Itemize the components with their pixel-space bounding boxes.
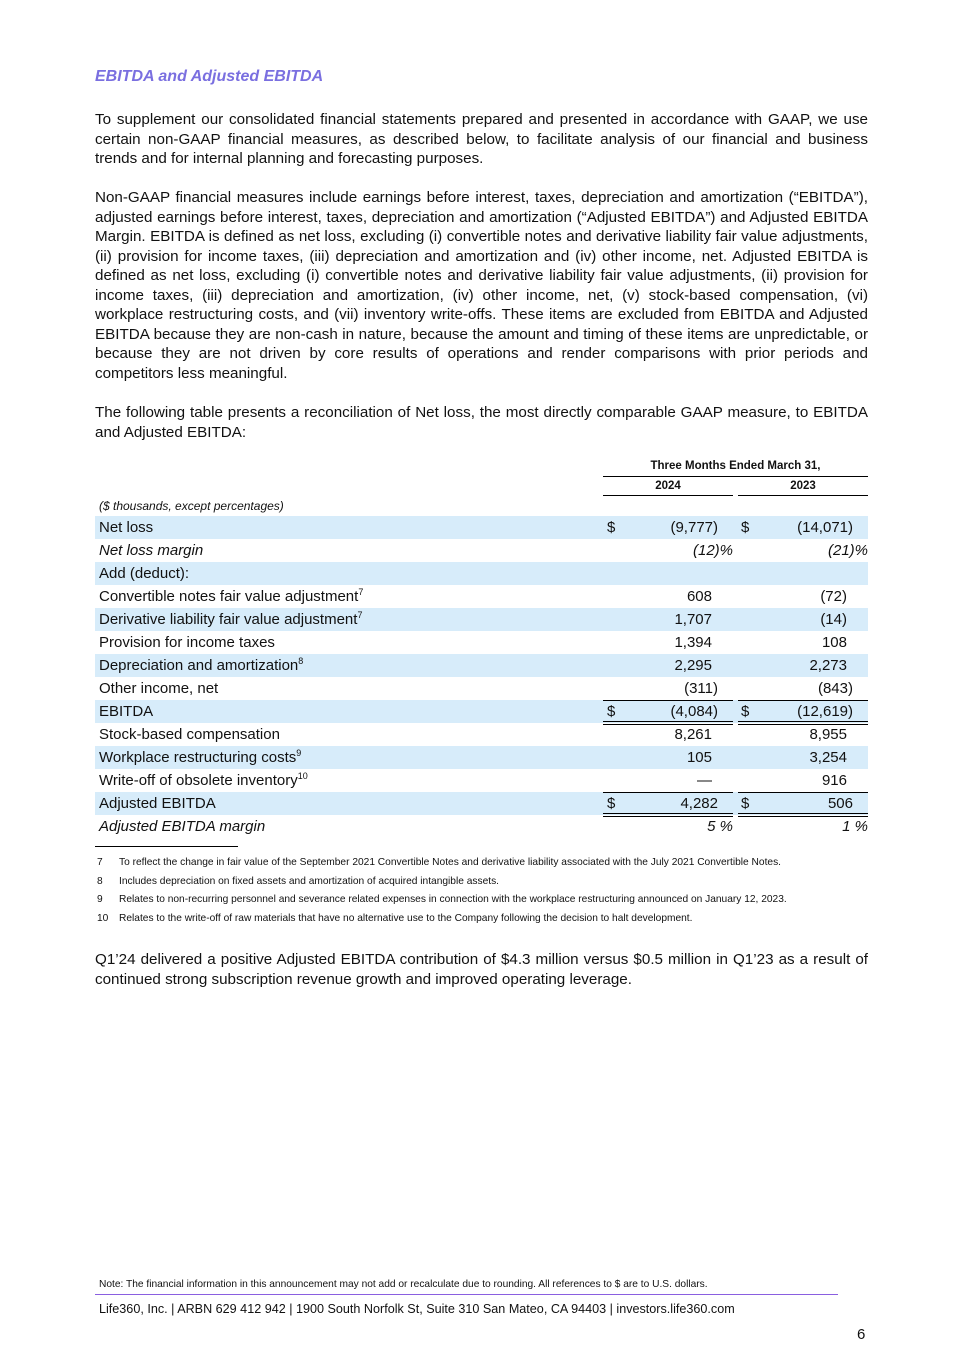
footnote	[95, 910, 875, 929]
value-2024: (12)%	[692, 542, 733, 559]
value-2023: 8,955	[809, 726, 847, 743]
footnote-number: 10	[97, 912, 109, 924]
total-double-rule	[738, 721, 868, 722]
total-double-rule	[738, 724, 868, 725]
table-row	[95, 631, 868, 654]
row-label-text: Convertible notes fair value adjustment	[99, 588, 359, 605]
row-label-text: Adjusted EBITDA margin	[99, 818, 266, 835]
row-label	[99, 608, 362, 631]
year-header-2024: 2024	[655, 480, 681, 492]
row-label	[99, 631, 275, 654]
value-2023: (14,071)	[797, 519, 853, 536]
currency-symbol: $	[741, 703, 750, 720]
definition-paragraph: Non-GAAP financial measures include earnings before interest, taxes, depreciation and amortization (“EBITDA”), adjusted earnings before interest, taxes, depreciation and amortization (“Adjusted EBITDA”) and Adjusted EBITDA Margin. EBITDA is defined as net loss, excluding (i) convertible notes and derivative liability fair value adjustments, (ii) provision for income taxes, (iii) depreciation and amortization and (iv) other income, net. Adjusted EBITDA is defined as net loss, excluding (i) convertible notes and derivative liability fair value adjustments, (ii) provision for income taxes, (iii) depreciation and amortization, (iv) other income, net, (v) stock-based compensation, (vi) workplace restructuring costs, and (vii) inventory write-offs. These items are excluded from EBITDA and Adjusted EBITDA because they are non-cash in nature, because the amount and timing of these items are unpredictable, or because they are not driven by core results of operations and render comparisons with prior periods and competitors less meaningful.	[95, 189, 868, 382]
footnote-separator	[95, 846, 238, 847]
table-row	[95, 677, 868, 700]
row-label	[99, 585, 363, 608]
footnote-number: 9	[97, 894, 103, 905]
row-label-text: Net loss margin	[99, 542, 204, 559]
footnote	[95, 873, 875, 892]
table-row	[95, 815, 868, 838]
row-label-text: Derivative liability fair value adjustment	[99, 611, 358, 628]
value-2023: (21)%	[827, 542, 868, 559]
row-label-text: EBITDA	[99, 703, 154, 720]
value-2023: (72)	[820, 588, 847, 605]
value-2023: (843)	[817, 680, 853, 697]
year-header-2023: 2023	[790, 480, 816, 492]
row-label	[99, 654, 303, 677]
value-2024: 8,261	[674, 726, 712, 743]
table-row	[95, 792, 868, 815]
value-2024: —	[697, 772, 712, 789]
total-double-rule	[738, 816, 868, 817]
value-2023: 506	[827, 795, 853, 812]
footnote-text: To reflect the change in fair value of the September 2021 Convertible Notes and derivative liability associated with the July 2021 Convertible Notes.	[119, 857, 781, 868]
footnote-ref: 7	[358, 587, 364, 597]
footnote-text: Relates to the write-off of raw materials that have no alternative use to the Company following the decision to halt development.	[119, 912, 693, 924]
intro-paragraph: To supplement our consolidated financial statements prepared and presented in accordance with GAAP, we use certain non-GAAP financial measures, as described below, to facilitate analysis of our financial and business trends and for internal planning and forecasting purposes.	[95, 111, 868, 167]
row-label	[99, 516, 153, 539]
footnote-number: 8	[97, 875, 103, 887]
table-row	[95, 769, 868, 792]
value-2024: 4,282	[680, 795, 718, 812]
subtotal-rule	[603, 792, 733, 793]
row-label	[99, 769, 308, 792]
table-row	[95, 700, 868, 723]
subtotal-rule	[738, 792, 868, 793]
company-footer: Life360, Inc. | ARBN 629 412 942 | 1900 South Norfolk St, Suite 310 San Mateo, CA 94403 | investors.life360.com	[99, 1302, 735, 1316]
section-heading: EBITDA and Adjusted EBITDA	[95, 68, 324, 85]
table-row	[95, 585, 868, 608]
value-2024: (4,084)	[670, 703, 718, 720]
subtotal-rule	[738, 700, 868, 701]
subtotal-rule	[603, 700, 733, 701]
period-header: Three Months Ended March 31,	[650, 460, 821, 472]
footnotes	[95, 854, 875, 928]
row-label-text: Workplace restructuring costs	[99, 749, 297, 766]
row-label	[99, 815, 265, 838]
row-label	[99, 677, 218, 700]
table-row	[95, 654, 868, 677]
value-2024: 2,295	[674, 657, 712, 674]
total-double-rule	[603, 721, 733, 722]
page-number: 6	[857, 1326, 866, 1343]
currency-symbol: $	[741, 519, 750, 536]
year-rule-2024	[603, 495, 733, 496]
row-label	[99, 746, 301, 769]
value-2024: 1,707	[674, 611, 712, 628]
footnote-text: Relates to non-recurring personnel and severance related expenses in connection with the workplace restructuring announced on January 12, 2023.	[119, 894, 787, 905]
total-double-rule	[738, 813, 868, 814]
currency-symbol: $	[607, 519, 616, 536]
footnote-ref: 7	[357, 610, 363, 620]
value-2024: (9,777)	[670, 519, 718, 536]
value-2023: 108	[821, 634, 847, 651]
reconciliation-table	[95, 516, 868, 838]
row-label-text: Provision for income taxes	[99, 634, 275, 651]
footnote-ref: 10	[297, 771, 308, 781]
footnote-number: 7	[97, 857, 103, 868]
footnote-ref: 8	[298, 656, 304, 666]
row-label-text: Adjusted EBITDA	[99, 795, 216, 812]
period-header-rule	[603, 476, 868, 477]
row-label-text: Other income, net	[99, 680, 219, 697]
value-2023: (14)	[820, 611, 847, 628]
currency-symbol: $	[741, 795, 750, 812]
table-row	[95, 539, 868, 562]
footnote	[95, 891, 875, 910]
currency-symbol: $	[607, 703, 616, 720]
value-2024: 1,394	[674, 634, 712, 651]
value-2024: 608	[686, 588, 712, 605]
table-intro-paragraph: The following table presents a reconciliation of Net loss, the most directly comparable GAAP measure, to EBITDA and Adjusted EBITDA:	[95, 404, 868, 441]
row-label	[99, 539, 203, 562]
value-2023: (12,619)	[797, 703, 853, 720]
value-2023: 2,273	[809, 657, 847, 674]
year-rule-2023	[738, 495, 868, 496]
units-note: ($ thousands, except percentages)	[99, 499, 284, 513]
value-2023: 1 %	[842, 818, 868, 835]
row-label-text: Stock-based compensation	[99, 726, 280, 743]
footer-rule	[95, 1294, 838, 1295]
row-label-text: Add (deduct):	[99, 565, 190, 582]
row-label	[99, 723, 280, 746]
value-2024: 5 %	[707, 818, 733, 835]
footnote	[95, 854, 875, 873]
row-label	[99, 700, 153, 723]
row-label	[99, 562, 189, 585]
summary-paragraph: Q1’24 delivered a positive Adjusted EBITDA contribution of $4.3 million versus $0.5 million in Q1’23 as a result of continued strong subscription revenue growth and improved operating leverage.	[95, 951, 868, 988]
table-row	[95, 562, 868, 585]
value-2024: 105	[686, 749, 712, 766]
footnote-text: Includes depreciation on fixed assets and amortization of acquired intangible assets.	[119, 875, 499, 887]
rounding-note: Note: The financial information in this announcement may not add or recalculate due to rounding. All references to $ are to U.S. dollars.	[99, 1279, 708, 1290]
currency-symbol: $	[607, 795, 616, 812]
table-row	[95, 608, 868, 631]
table-row	[95, 516, 868, 539]
row-label-text: Depreciation and amortization	[99, 657, 299, 674]
total-double-rule	[603, 813, 733, 814]
total-double-rule	[603, 816, 733, 817]
value-2024: (311)	[684, 680, 718, 697]
row-label	[99, 792, 216, 815]
value-2023: 3,254	[809, 749, 847, 766]
table-row	[95, 723, 868, 746]
total-double-rule	[603, 724, 733, 725]
value-2023: 916	[821, 772, 847, 789]
table-row	[95, 746, 868, 769]
row-label-text: Write-off of obsolete inventory	[99, 772, 298, 789]
row-label-text: Net loss	[99, 519, 154, 536]
footnote-ref: 9	[296, 748, 302, 758]
